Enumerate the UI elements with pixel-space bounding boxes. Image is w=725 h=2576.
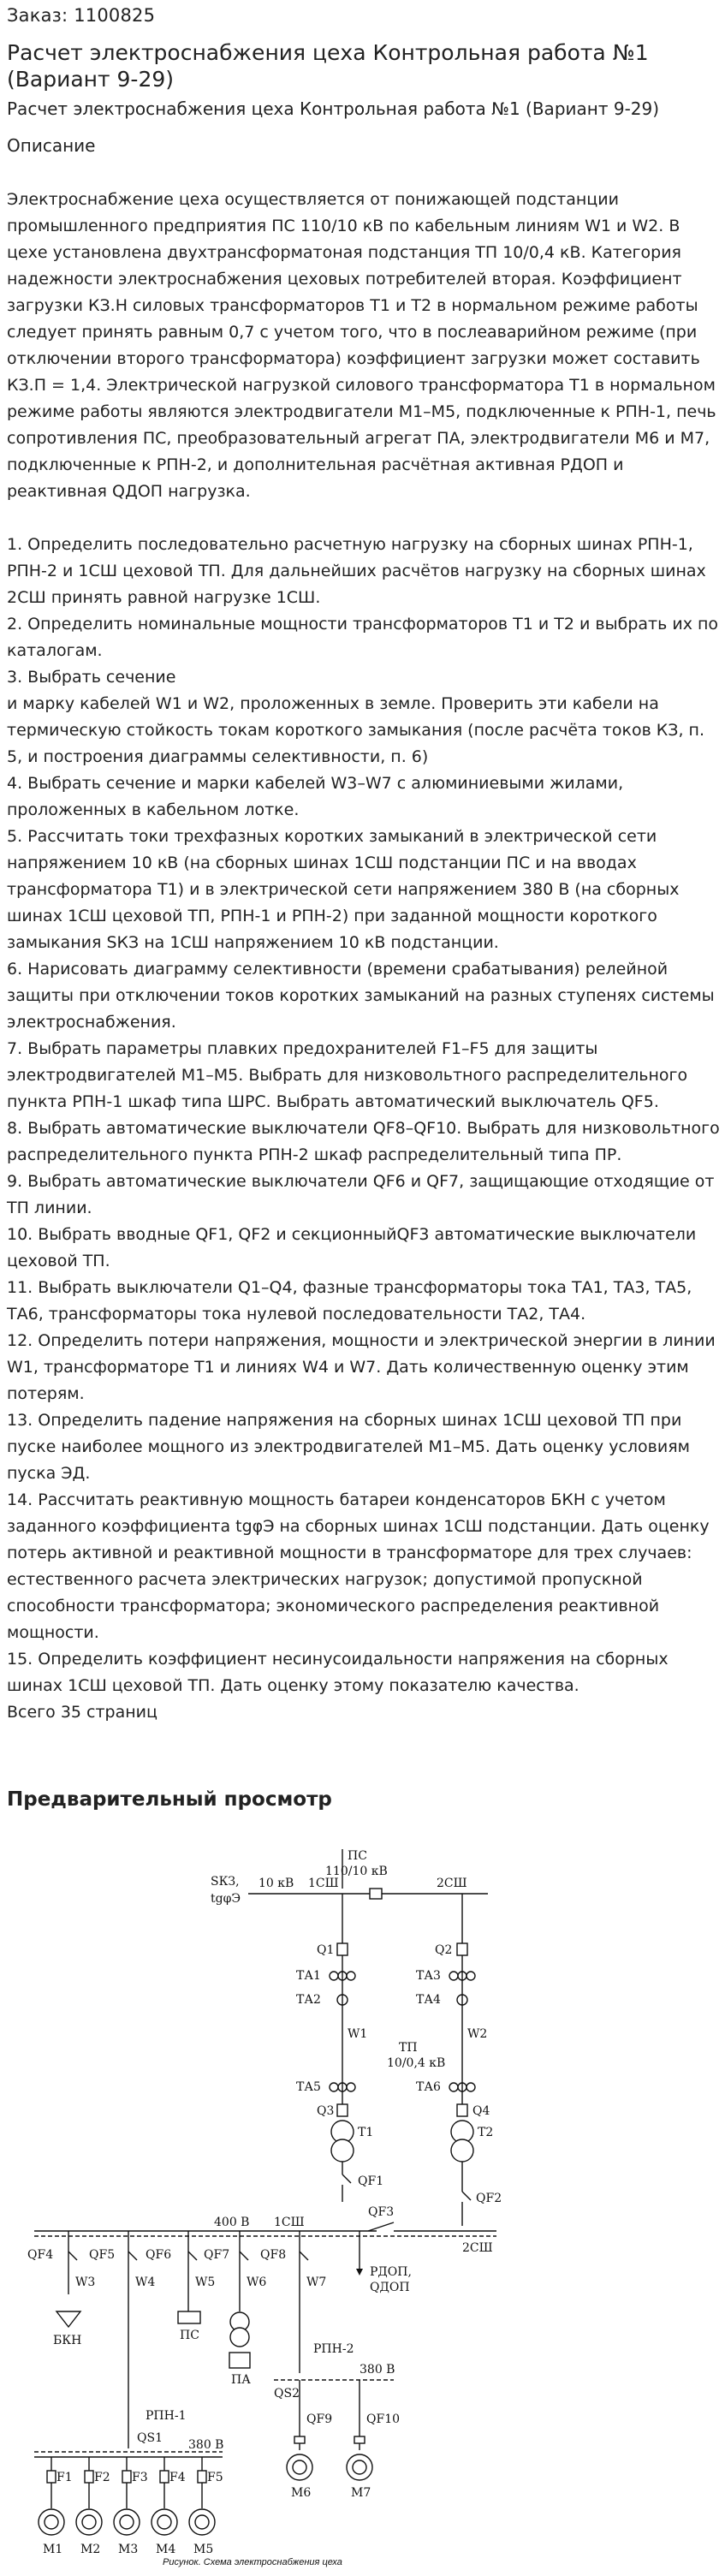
page-title: Расчет электроснабжения цеха Контрольная работа №1 (Вариант 9-29) <box>7 40 649 92</box>
power-supply-diagram <box>17 1832 548 2568</box>
qf3-label: QF3 <box>368 2205 395 2219</box>
task-item: 13. Определить падение напряжения на сборных шинах 1СШ цеховой ТП при пуске наиболее мощного из электродвигателей М1–М5. Дать оценку условиям пуска ЭД. <box>7 1411 690 1483</box>
v380-1-label: 380 В <box>188 2438 224 2452</box>
w3-label: W3 <box>75 2276 96 2289</box>
m5-label: M5 <box>193 2543 214 2556</box>
ta3-label: ТА3 <box>416 1969 441 1983</box>
m3-label: M3 <box>118 2543 139 2556</box>
w1-label: W1 <box>348 2027 368 2041</box>
qf7-label: QF7 <box>204 2248 230 2262</box>
ta6-label: ТА6 <box>416 2080 441 2094</box>
q1-label: Q1 <box>317 1943 335 1957</box>
qf9-label: QF9 <box>306 2412 333 2426</box>
intro-paragraph: Электроснабжение цеха осуществляется от понижающей подстанции промышленного предприятия ПС 110/10 кВ по кабельным линиям W1 и W2. В цехе установлена двухтрансформатоная подстанция ТП 10/0,4 кВ. Категория надежности электроснабжения цеховых потребителей вторая. Коэффициент загрузки КЗ.Н силовых трансформаторов Т1 и Т2 в нормальном режиме работы следует принять равным 0,7 с учетом того, что в послеаварийном режиме (при отключении второго трансформатора) коэффициент загрузки может составить КЗ.П = 1,4. Электрической нагрузкой силового трансформатора Т1 в нормальном режиме работы являются электродвигатели М1–М5, подключенные к РПН-1, печь сопротивления ПС, преобразовательный агрегат ПА, электродвигатели М6 и М7, подключенные к РПН-2, и дополнительная расчётная активная РДОП и реактивная QДОП нагрузка. <box>7 190 716 501</box>
w4-label: W4 <box>135 2276 156 2289</box>
qs1-label: QS1 <box>137 2431 163 2445</box>
feeder-w1 <box>330 1894 355 2202</box>
w7-label: W7 <box>306 2276 327 2289</box>
task-item: и марку кабелей W1 и W2, проложенных в земле. Проверить эти кабели на термическую стойкость токам короткого замыкания (после расчёта токов КЗ, п. 5, и построения диаграммы селективности, п. 6) <box>7 694 705 766</box>
task-item: 2. Определить номинальные мощности трансформаторов Т1 и Т2 и выбрать их по каталогам. <box>7 615 719 660</box>
pa-load-label: ПА <box>231 2373 251 2387</box>
bus-04-2-label: 2СШ <box>462 2241 493 2255</box>
qdop-label: QДОП <box>370 2281 410 2294</box>
f1-label: F1 <box>56 2471 73 2484</box>
qs2-label: QS2 <box>274 2387 300 2400</box>
w6-label: W6 <box>247 2276 267 2289</box>
ta2-label: ТА2 <box>296 1993 321 2007</box>
qf10-label: QF10 <box>366 2412 401 2426</box>
qf1-label: QF1 <box>358 2174 384 2188</box>
bus-10kv-1: 1СШ <box>308 1877 339 1890</box>
task-item: 14. Рассчитать реактивную мощность батареи конденсаторов БКН с учетом заданного коэффициента tgφЭ на сборных шинах 1СШ подстанции. Дать оценку потерь активной и реактивной мощности в трансформаторе для трех случаев: естественного расчета электрических нагрузок; допустимой пропускной способности трансформатора; экономического распределения реактивной мощности. <box>7 1490 710 1642</box>
f5-label: F5 <box>207 2471 223 2484</box>
q3-label: Q3 <box>317 2104 335 2118</box>
qf5-label: QF5 <box>89 2248 116 2262</box>
bus-04-1-label: 1СШ <box>274 2216 305 2229</box>
ta4-label: ТА4 <box>416 1993 441 2007</box>
task-item: 6. Нарисовать диаграмму селективности (времени срабатывания) релейной защиты при отключении токов коротких замыканий на разных ступенях системы электроснабжения. <box>7 960 715 1032</box>
task-item: 4. Выбрать сечение и марки кабелей W3–W7 с алюминиевыми жилами, проложенных в кабельном лотке. <box>7 774 624 819</box>
task-item: 5. Рассчитать токи трехфазных коротких замыканий в электрической сети напряжением 10 кВ (на сборных шинах 1СШ подстанции ПС и на вводах трансформатора Т1) и в электрической сети напряжением 380 В (на сборных шинах 1СШ цеховой ТП, РПН-1 и РПН-2) при заданной мощности короткого замыкания SКЗ на 1СШ напряжением 10 кВ подстанции. <box>7 827 680 952</box>
t1-label: T1 <box>358 2126 374 2139</box>
qf8-label: QF8 <box>260 2248 287 2262</box>
task-item: 1. Определить последовательно расчетную нагрузку на сборных шинах РПН-1, РПН-2 и 1СШ цеховой ТП. Для дальнейших расчётов нагрузку на сборных шинах 2СШ принять равной нагрузке 1СШ. <box>7 535 706 607</box>
tp-label: ТП <box>399 2041 418 2055</box>
skz-label: SКЗ, <box>211 1875 240 1889</box>
task-item: 12. Определить потери напряжения, мощности и электрической энергии в линии W1, трансформаторе Т1 и линиях W4 и W7. Дать количественную оценку этим потерям. <box>7 1331 716 1403</box>
ta5-label: ТА5 <box>296 2080 321 2094</box>
rpn2-label: РПН-2 <box>313 2342 354 2356</box>
q4-label: Q4 <box>472 2104 490 2118</box>
task-item: 9. Выбрать автоматические выключатели QF6 и QF7, защищающие отходящие от ТП линии. <box>7 1172 715 1217</box>
m1-label: M1 <box>43 2543 63 2556</box>
bus-10kv-voltage: 10 кВ <box>259 1877 294 1890</box>
f3-label: F3 <box>132 2471 148 2484</box>
description-text <box>7 187 722 1726</box>
rpn1-label: РПН-1 <box>146 2409 187 2423</box>
qf6-label: QF6 <box>146 2248 172 2262</box>
description-heading: Описание <box>7 135 96 156</box>
task-item: 10. Выбрать вводные QF1, QF2 и секционныйQF3 автоматические выключатели цеховой ТП. <box>7 1225 697 1270</box>
page-subtitle: Расчет электроснабжения цеха Контрольная работа №1 (Вариант 9-29) <box>7 98 660 119</box>
qf2-label: QF2 <box>476 2192 502 2205</box>
ps-load-label: ПС <box>180 2329 199 2342</box>
pages-count: Всего 35 страниц <box>7 1703 157 1722</box>
task-item: 8. Выбрать автоматические выключатели QF8–QF10. Выбрать для низковольтного распределительного пункта РПН-2 шкаф распределительный типа ПР. <box>7 1119 720 1164</box>
feeder-w2 <box>449 1894 475 2226</box>
t2-label: T2 <box>478 2126 494 2139</box>
ps-voltage: 110/10 кВ <box>325 1865 388 1878</box>
f2-label: F2 <box>94 2471 110 2484</box>
paragraph-gap <box>7 505 722 532</box>
pdop-label: РДОП, <box>370 2265 412 2279</box>
m4-label: M4 <box>156 2543 176 2556</box>
m6-label: M6 <box>291 2486 312 2500</box>
bkn-label: БКН <box>53 2334 82 2347</box>
bus-10kv-2: 2СШ <box>437 1877 467 1890</box>
preview-heading: Предварительный просмотр <box>7 1788 332 1811</box>
ta1-label: ТА1 <box>296 1969 321 1983</box>
tp-voltage: 10/0,4 кВ <box>387 2056 446 2070</box>
task-item: 3. Выбрать сечение <box>7 668 176 687</box>
task-item: 11. Выбрать выключатели Q1–Q4, фазные трансформаторы тока ТА1, ТА3, ТА5, ТА6, трансформаторы тока нулевой последовательности ТА2, ТА4. <box>7 1278 692 1324</box>
task-item: 7. Выбрать параметры плавких предохранителей F1–F5 для защиты электродвигателей М1–М5. Выбрать для низковольтного распределительного пункта РПН-1 шкаф типа ШРС. Выбрать автоматический выключатель QF5. <box>7 1039 688 1111</box>
m2-label: M2 <box>80 2543 101 2556</box>
diagram-caption: Рисунок. Схема электроснабжения цеха <box>163 2557 342 2567</box>
v380-2-label: 380 В <box>360 2363 395 2377</box>
w5-label: W5 <box>195 2276 216 2289</box>
w2-label: W2 <box>467 2027 488 2041</box>
qf4-label: QF4 <box>27 2248 54 2262</box>
tg-label: tgφЭ <box>211 1892 241 1906</box>
bus-400v-label: 400 В <box>214 2216 250 2229</box>
rpn1 <box>34 2452 223 2535</box>
ps-label: ПС <box>348 1849 367 1863</box>
m7-label: M7 <box>351 2486 371 2500</box>
f4-label: F4 <box>169 2471 186 2484</box>
task-item: 15. Определить коэффициент несинусоидальности напряжения на сборных шинах 1СШ цеховой ТП. Дать оценку этому показателю качества. <box>7 1650 669 1695</box>
q2-label: Q2 <box>435 1943 453 1957</box>
bus-04kv <box>34 2222 496 2236</box>
order-number: Заказ: 1100825 <box>7 5 156 26</box>
